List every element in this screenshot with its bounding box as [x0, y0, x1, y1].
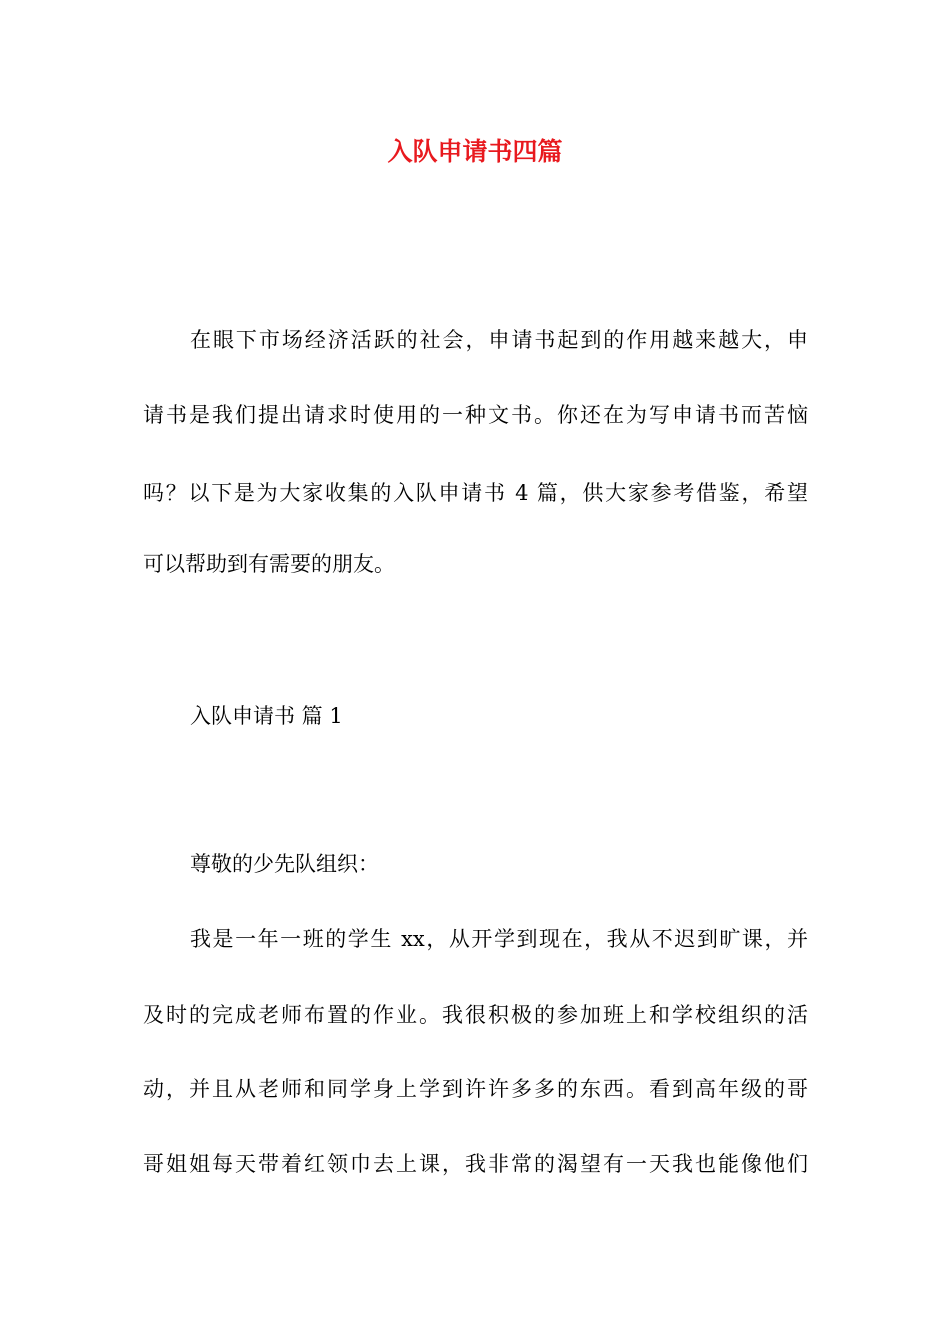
section-heading: 入队申请书 篇 1 [190, 704, 343, 728]
body-line: 哥姐姐每天带着红领巾去上课，我非常的渴望有一天我也能像他们 [143, 1152, 808, 1176]
salutation: 尊敬的少先队组织： [190, 852, 379, 876]
body-line: 我是一年一班的学生 xx，从开学到现在，我从不迟到旷课，并 [190, 927, 808, 951]
body-line: 动，并且从老师和同学身上学到许许多多的东西。看到高年级的哥 [143, 1077, 808, 1101]
intro-line: 在眼下市场经济活跃的社会，申请书起到的作用越来越大，申 [190, 328, 808, 352]
intro-line: 可以帮助到有需要的朋友。 [143, 552, 395, 576]
body-line: 及时的完成老师布置的作业。我很积极的参加班上和学校组织的活 [143, 1003, 808, 1027]
intro-line: 请书是我们提出请求时使用的一种文书。你还在为写申请书而苦恼 [143, 403, 808, 427]
intro-line: 吗？以下是为大家收集的入队申请书 4 篇，供大家参考借鉴，希望 [143, 481, 808, 505]
document-title: 入队申请书四篇 [387, 137, 563, 166]
